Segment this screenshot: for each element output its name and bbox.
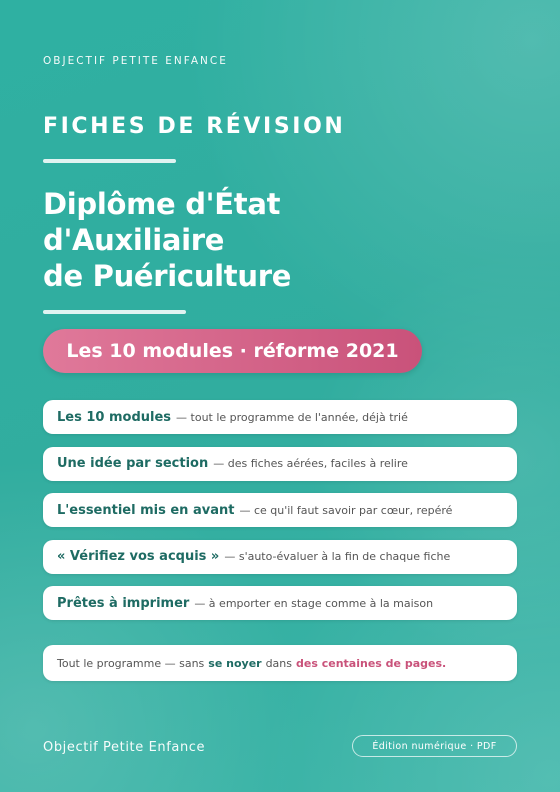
feature-desc: — des fiches aérées, faciles à relire	[213, 457, 408, 470]
title-line-3: de Puériculture	[43, 259, 292, 293]
tagline-highlight: des centaines de pages.	[296, 656, 447, 670]
divider-top	[43, 159, 176, 163]
tagline-middle: dans	[265, 656, 293, 670]
title-line-1: Diplôme d'État	[43, 187, 281, 221]
feature-key: Les 10 modules	[57, 409, 172, 425]
feature-card-essentials	[43, 493, 517, 527]
feature-card-modules	[43, 400, 517, 434]
modules-pill: Les 10 modules · réforme 2021	[43, 329, 422, 373]
feature-card-self-check	[43, 540, 517, 574]
feature-card-printable	[43, 586, 517, 620]
feature-desc: — tout le programme de l'année, déjà trié	[176, 410, 408, 424]
feature-key: Prêtes à imprimer	[57, 595, 190, 611]
page-title	[43, 186, 291, 294]
tagline-box	[43, 645, 517, 681]
feature-desc: — ce qu'il faut savoir par cœur, repéré	[239, 503, 453, 517]
feature-key: Une idée par section	[57, 456, 209, 471]
tagline-bold: se noyer	[208, 656, 262, 670]
edition-badge: Édition numérique · PDF	[352, 735, 517, 757]
feature-card-sections	[43, 447, 517, 481]
feature-desc: — à emporter en stage comme à la maison	[194, 596, 434, 610]
overline: OBJECTIF PETITE ENFANCE	[43, 55, 228, 67]
feature-desc: — s'auto-évaluer à la fin de chaque fiche	[224, 550, 451, 563]
feature-key: « Vérifiez vos acquis »	[57, 549, 220, 564]
feature-key: L'essentiel mis en avant	[57, 502, 235, 518]
feature-list	[43, 400, 517, 633]
footer-brand: Objectif Petite Enfance	[43, 740, 206, 755]
title-line-2: d'Auxiliaire	[43, 223, 225, 257]
divider-bottom	[43, 310, 186, 314]
tagline-before: Tout le programme — sans	[57, 656, 205, 670]
section-title: FICHES DE RÉVISION	[43, 114, 346, 139]
